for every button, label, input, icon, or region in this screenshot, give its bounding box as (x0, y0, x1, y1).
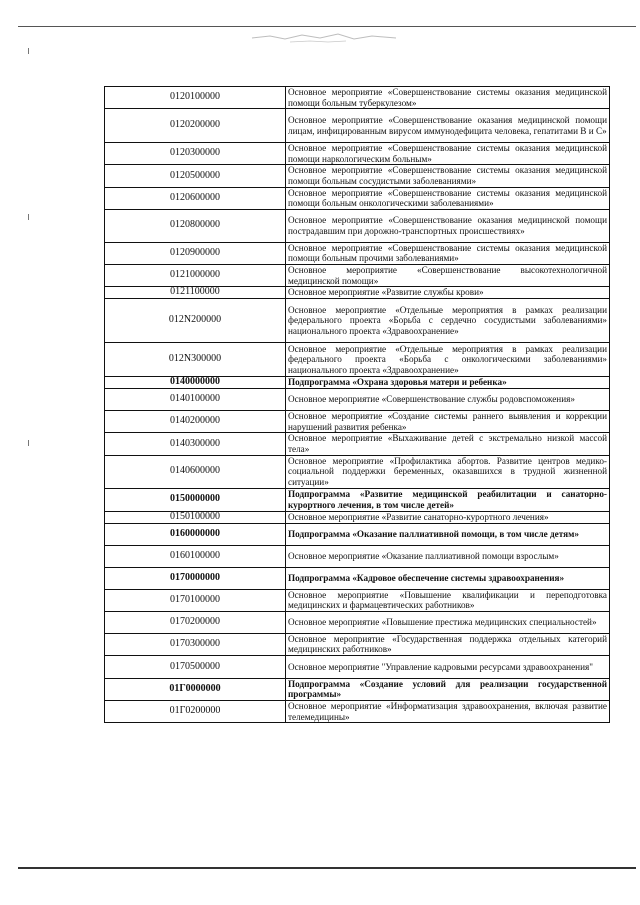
program-code-cell: 0140200000 (105, 411, 286, 433)
table-row (105, 377, 610, 389)
program-code-cell: 0170500000 (105, 655, 286, 678)
program-code-cell: 0120200000 (105, 109, 286, 143)
program-description-cell: Основное мероприятие «Создание системы раннего выявления и коррекции нарушений развития ребенка» (286, 411, 610, 433)
table-row (105, 455, 610, 488)
program-description-cell: Подпрограмма «Создание условий для реализации государственной программы» (286, 678, 610, 700)
program-description-cell: Основное мероприятие «Выхаживание детей с экстремально низкой массой тела» (286, 433, 610, 455)
program-description-cell: Основное мероприятие «Совершенствование оказания медицинской помощи лицам, инфицированным вирусом иммунодефицита человека, гепатитами В и С» (286, 109, 610, 143)
program-description-cell: Основное мероприятие «Совершенствование службы родовспоможения» (286, 389, 610, 411)
program-description-cell: Основное мероприятие «Совершенствование системы оказания медицинской помощи больным онкологическими заболеваниями» (286, 187, 610, 209)
program-code-cell: 0160100000 (105, 545, 286, 567)
program-description-cell: Основное мероприятие «Отдельные мероприятия в рамках реализации федерального проекта «Борьба с сердечно сосудистыми заболеваниями» национального проекта «Здравоохранение» (286, 299, 610, 343)
table-row (105, 511, 610, 523)
program-code-cell: 0170200000 (105, 611, 286, 633)
table-row (105, 209, 610, 242)
table-row (105, 242, 610, 264)
program-codes-table (104, 86, 610, 723)
program-description-cell: Подпрограмма «Оказание паллиативной помощи, в том числе детям» (286, 523, 610, 545)
program-code-cell: 0150000000 (105, 488, 286, 511)
program-description-cell: Основное мероприятие «Совершенствование системы оказания медицинской помощи больным прочими заболеваниями» (286, 242, 610, 264)
scan-artifact (28, 440, 29, 446)
table-row (105, 433, 610, 455)
program-code-cell: 012N300000 (105, 343, 286, 377)
table-row (105, 589, 610, 611)
program-code-cell: 0170300000 (105, 633, 286, 655)
table-row (105, 611, 610, 633)
program-code-cell: 01Г0200000 (105, 701, 286, 723)
table-row (105, 143, 610, 165)
program-code-cell: 0140300000 (105, 433, 286, 455)
table-row (105, 523, 610, 545)
table-row (105, 187, 610, 209)
program-code-cell: 0140100000 (105, 389, 286, 411)
program-description-cell: Основное мероприятие «Повышение квалификации и переподготовка медицинских и фармацевтических работников» (286, 589, 610, 611)
table-row (105, 633, 610, 655)
program-description-cell: Основное мероприятие «Совершенствование системы оказания медицинской помощи наркологическим больным» (286, 143, 610, 165)
program-description-cell: Основное мероприятие «Оказание паллиативной помощи взрослым» (286, 545, 610, 567)
program-code-cell: 0120500000 (105, 165, 286, 187)
scan-stamp-mark (250, 30, 400, 44)
program-description-cell: Основное мероприятие «Государственная поддержка отдельных категорий медицинских работников» (286, 633, 610, 655)
table-row (105, 87, 610, 109)
table-row (105, 567, 610, 589)
program-code-cell: 0170100000 (105, 589, 286, 611)
table-row (105, 678, 610, 700)
program-code-cell: 0121100000 (105, 287, 286, 299)
scan-artifact (28, 48, 29, 54)
program-description-cell: Подпрограмма «Развитие медицинской реабилитации и санаторно-курортного лечения, в том числе детей» (286, 488, 610, 511)
program-code-cell: 0120600000 (105, 187, 286, 209)
program-description-cell: Подпрограмма «Кадровое обеспечение системы здравоохранения» (286, 567, 610, 589)
program-code-cell: 01Г0000000 (105, 678, 286, 700)
table-row (105, 343, 610, 377)
program-description-cell: Основное мероприятие «Совершенствование высокотехнологичной медицинской помощи» (286, 264, 610, 286)
bottom-page-rule (18, 867, 636, 869)
table-row (105, 488, 610, 511)
table-row (105, 655, 610, 678)
table-row (105, 109, 610, 143)
program-description-cell: Основное мероприятие «Информатизация здравоохранения, включая развитие телемедицины» (286, 701, 610, 723)
program-codes-table-container (104, 86, 610, 723)
program-code-cell: 0170000000 (105, 567, 286, 589)
program-code-cell: 0140000000 (105, 377, 286, 389)
table-row (105, 411, 610, 433)
program-code-cell: 0120800000 (105, 209, 286, 242)
program-description-cell: Основное мероприятие "Управление кадровыми ресурсами здравоохранения" (286, 655, 610, 678)
top-scan-rule (18, 26, 636, 27)
program-code-cell: 0120900000 (105, 242, 286, 264)
program-description-cell: Основное мероприятие «Развитие службы крови» (286, 287, 610, 299)
table-row (105, 264, 610, 286)
program-code-cell: 0160000000 (105, 523, 286, 545)
table-row (105, 299, 610, 343)
program-description-cell: Основное мероприятие «Профилактика абортов. Развитие центров медико-социальной поддержки беременных, оказавшихся в трудной жизненной ситуации» (286, 455, 610, 488)
program-code-cell: 0150100000 (105, 511, 286, 523)
table-row (105, 389, 610, 411)
program-description-cell: Основное мероприятие «Развитие санаторно-курортного лечения» (286, 511, 610, 523)
table-row (105, 701, 610, 723)
program-description-cell: Основное мероприятие «Совершенствование системы оказания медицинской помощи больным туберкулезом» (286, 87, 610, 109)
program-code-cell: 012N200000 (105, 299, 286, 343)
program-code-cell: 0120100000 (105, 87, 286, 109)
scan-artifact (28, 214, 29, 220)
table-row (105, 287, 610, 299)
program-description-cell: Подпрограмма «Охрана здоровья матери и ребенка» (286, 377, 610, 389)
program-description-cell: Основное мероприятие «Повышение престижа медицинских специальностей» (286, 611, 610, 633)
table-row (105, 165, 610, 187)
program-code-cell: 0140600000 (105, 455, 286, 488)
program-code-cell: 0121000000 (105, 264, 286, 286)
program-description-cell: Основное мероприятие «Отдельные мероприятия в рамках реализации федерального проекта «Борьба с онкологическими заболеваниями» национального проекта «Здравоохранение» (286, 343, 610, 377)
table-row (105, 545, 610, 567)
program-description-cell: Основное мероприятие «Совершенствование оказания медицинской помощи пострадавшим при дорожно-транспортных происшествиях» (286, 209, 610, 242)
program-description-cell: Основное мероприятие «Совершенствование системы оказания медицинской помощи больным сосудистыми заболеваниями» (286, 165, 610, 187)
program-code-cell: 0120300000 (105, 143, 286, 165)
